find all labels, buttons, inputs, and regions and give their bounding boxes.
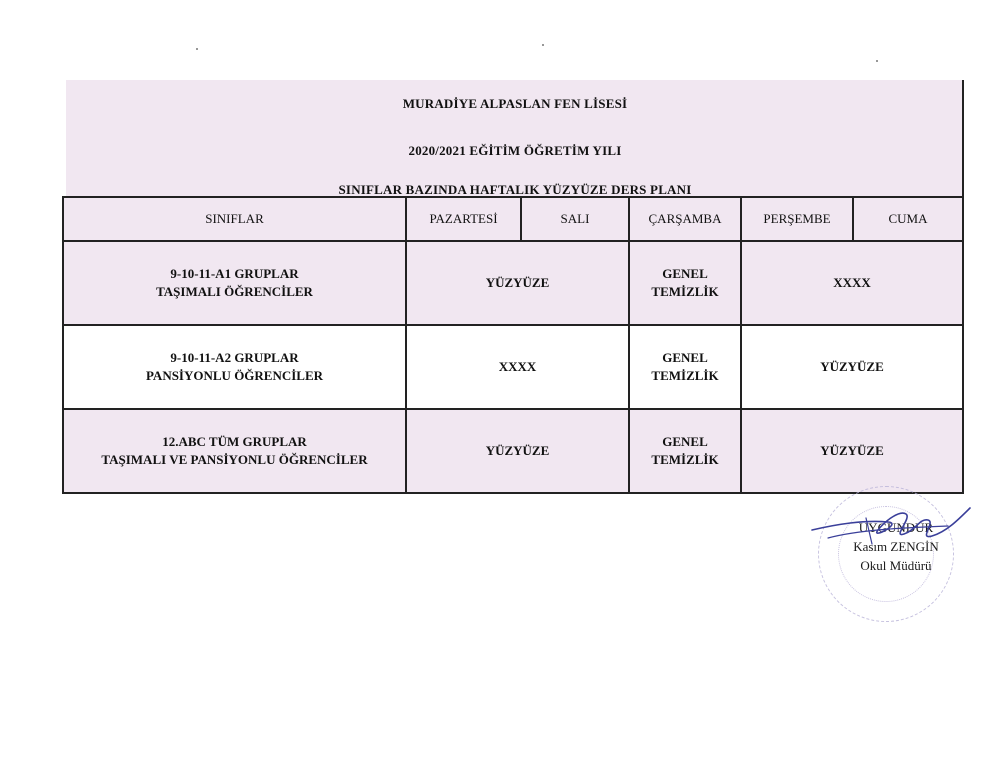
- column-header-friday: CUMA: [853, 197, 963, 241]
- thu-fri-cell: YÜZYÜZE: [741, 409, 963, 493]
- principal-name: Kasım ZENGİN: [853, 539, 939, 554]
- group-name: 9-10-11-A1 GRUPLAR: [170, 266, 299, 281]
- approval-label: UYGUNDUR: [858, 520, 934, 535]
- wednesday-cell: [629, 409, 741, 493]
- wednesday-line1: GENEL: [662, 266, 708, 281]
- column-header-monday: PAZARTESİ: [406, 197, 521, 241]
- group-cell: [63, 241, 406, 325]
- column-header-wednesday: ÇARŞAMBA: [629, 197, 741, 241]
- wednesday-line2: TEMİZLİK: [651, 368, 719, 383]
- group-name: 12.ABC TÜM GRUPLAR: [162, 434, 307, 449]
- wednesday-cell: [629, 241, 741, 325]
- thu-fri-cell: XXXX: [741, 241, 963, 325]
- table-row: [63, 325, 963, 409]
- wednesday-line2: TEMİZLİK: [651, 452, 719, 467]
- group-cell: [63, 325, 406, 409]
- school-name: MURADİYE ALPASLAN FEN LİSESİ: [402, 96, 628, 111]
- wednesday-line1: GENEL: [662, 434, 708, 449]
- wednesday-line1: GENEL: [662, 350, 708, 365]
- table-row: [63, 409, 963, 493]
- group-description: TAŞIMALI VE PANSİYONLU ÖĞRENCİLER: [101, 452, 368, 467]
- scan-speck: [542, 44, 544, 46]
- column-header-tuesday: SALI: [521, 197, 629, 241]
- column-header-classes: SINIFLAR: [63, 197, 406, 241]
- principal-title: Okul Müdürü: [860, 558, 932, 573]
- scan-speck: [196, 48, 198, 50]
- mon-tue-cell: YÜZYÜZE: [406, 241, 629, 325]
- thu-fri-cell: YÜZYÜZE: [741, 325, 963, 409]
- academic-year: 2020/2021 EĞİTİM ÖĞRETİM YILI: [408, 143, 622, 158]
- mon-tue-cell: YÜZYÜZE: [406, 409, 629, 493]
- group-cell: [63, 409, 406, 493]
- group-description: TAŞIMALI ÖĞRENCİLER: [156, 284, 313, 299]
- table-row: [63, 241, 963, 325]
- wednesday-cell: [629, 325, 741, 409]
- table-header-row: [63, 197, 963, 241]
- wednesday-line2: TEMİZLİK: [651, 284, 719, 299]
- plan-title: SINIFLAR BAZINDA HAFTALIK YÜZYÜZE DERS PLANI: [338, 182, 692, 197]
- handwritten-signature: [808, 500, 978, 560]
- column-header-thursday: PERŞEMBE: [741, 197, 853, 241]
- group-description: PANSİYONLU ÖĞRENCİLER: [145, 368, 324, 383]
- mon-tue-cell: XXXX: [406, 325, 629, 409]
- weekly-plan-table: [62, 196, 964, 494]
- scan-speck: [876, 60, 878, 62]
- group-name: 9-10-11-A2 GRUPLAR: [170, 350, 299, 365]
